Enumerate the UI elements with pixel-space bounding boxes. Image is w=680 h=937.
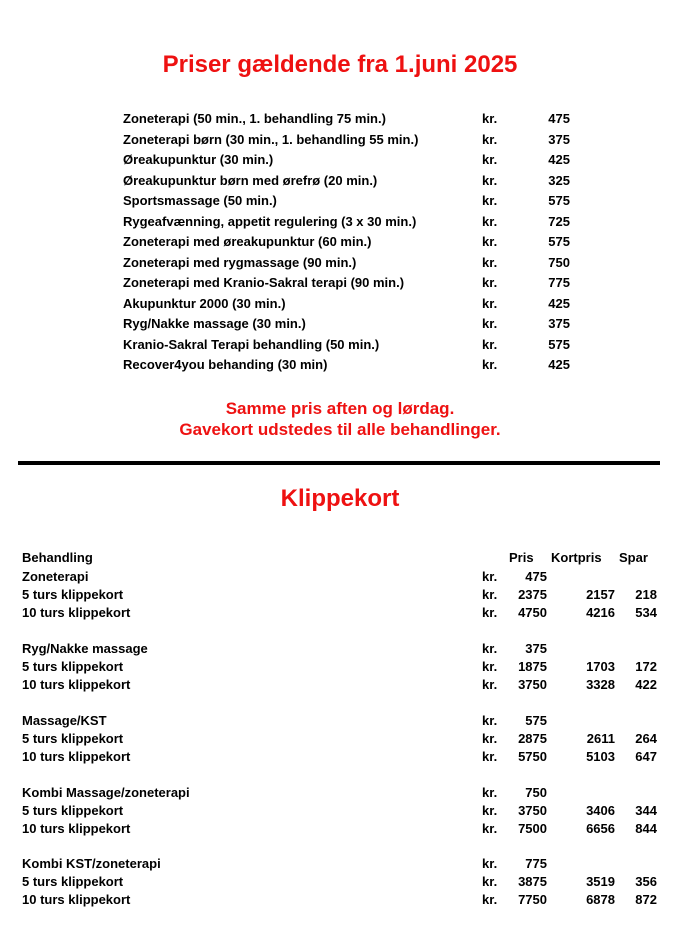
currency-label: kr. bbox=[482, 275, 498, 290]
table-row bbox=[22, 749, 662, 767]
price-label: Zoneterapi med øreakupunktur (60 min.) bbox=[123, 234, 372, 249]
currency-label: kr. bbox=[482, 316, 498, 331]
currency-label: kr. bbox=[482, 892, 498, 907]
row-pris: 3750 bbox=[518, 677, 547, 692]
row-label: 10 turs klippekort bbox=[22, 749, 131, 764]
table-row bbox=[22, 821, 662, 839]
row-label: 10 turs klippekort bbox=[22, 821, 131, 836]
currency-label: kr. bbox=[482, 336, 498, 352]
currency-label: kr. bbox=[482, 803, 498, 818]
currency-label: kr. bbox=[482, 295, 498, 311]
klippekort-header bbox=[22, 550, 662, 568]
row-spar: 872 bbox=[635, 892, 657, 907]
group-name: Kombi Massage/zoneterapi bbox=[22, 785, 190, 800]
price-label: Akupunktur 2000 (30 min.) bbox=[123, 295, 286, 311]
klippekort-group bbox=[22, 713, 662, 731]
price-value: 425 bbox=[548, 295, 570, 311]
price-value: 775 bbox=[548, 275, 570, 290]
row-kortpris: 6656 bbox=[586, 821, 615, 836]
currency-label: kr. bbox=[482, 254, 498, 270]
section-divider bbox=[18, 461, 660, 465]
row-spar: 534 bbox=[635, 605, 657, 620]
currency-label: kr. bbox=[482, 569, 498, 584]
header-spar: Spar bbox=[619, 550, 648, 565]
row-pris: 7750 bbox=[518, 892, 547, 907]
currency-label: kr. bbox=[482, 172, 498, 188]
row-spar: 844 bbox=[635, 821, 657, 836]
price-label: Zoneterapi børn (30 min., 1. behandling 55 min.) bbox=[123, 131, 419, 147]
currency-label: kr. bbox=[482, 111, 498, 126]
currency-label: kr. bbox=[482, 193, 498, 208]
note-line: Gavekort udstedes til alle behandlinger. bbox=[179, 420, 501, 439]
row-kortpris: 2611 bbox=[586, 731, 615, 746]
price-label: Kranio-Sakral Terapi behandling (50 min.) bbox=[123, 336, 380, 352]
table-row bbox=[22, 659, 662, 677]
row-label: 5 turs klippekort bbox=[22, 587, 124, 602]
price-value: 325 bbox=[548, 172, 570, 188]
row-pris: 5750 bbox=[518, 749, 547, 764]
row-spar: 344 bbox=[635, 803, 657, 818]
currency-label: kr. bbox=[482, 785, 498, 800]
currency-label: kr. bbox=[482, 821, 498, 836]
group-name: Kombi KST/zoneterapi bbox=[22, 856, 161, 871]
row-label: 10 turs klippekort bbox=[22, 605, 131, 620]
klippekort-group bbox=[22, 856, 662, 874]
row-pris: 2375 bbox=[518, 587, 547, 602]
group-price: 575 bbox=[525, 713, 547, 728]
price-value: 375 bbox=[548, 131, 570, 147]
row-pris: 4750 bbox=[518, 605, 547, 620]
table-row bbox=[22, 892, 662, 910]
price-value: 425 bbox=[548, 152, 570, 167]
row-spar: 172 bbox=[635, 659, 657, 674]
row-label: 10 turs klippekort bbox=[22, 677, 131, 692]
currency-label: kr. bbox=[482, 731, 498, 746]
currency-label: kr. bbox=[482, 587, 498, 602]
price-value: 475 bbox=[548, 111, 570, 126]
price-value: 725 bbox=[548, 213, 570, 229]
currency-label: kr. bbox=[482, 659, 498, 674]
currency-label: kr. bbox=[482, 856, 498, 871]
currency-label: kr. bbox=[482, 677, 498, 692]
row-pris: 7500 bbox=[518, 821, 547, 836]
notes bbox=[0, 398, 680, 440]
row-label: 5 turs klippekort bbox=[22, 874, 124, 889]
row-label: 10 turs klippekort bbox=[22, 892, 131, 907]
group-name: Ryg/Nakke massage bbox=[22, 641, 148, 656]
table-row bbox=[22, 605, 662, 623]
table-row bbox=[22, 677, 662, 695]
group-price: 750 bbox=[525, 785, 547, 800]
currency-label: kr. bbox=[482, 357, 498, 372]
klippekort-group bbox=[22, 641, 662, 659]
row-kortpris: 2157 bbox=[586, 587, 615, 602]
currency-label: kr. bbox=[482, 713, 498, 728]
currency-label: kr. bbox=[482, 152, 498, 167]
klippekort-title: Klippekort bbox=[280, 485, 400, 512]
currency-label: kr. bbox=[482, 749, 498, 764]
table-row bbox=[22, 803, 662, 821]
klippekort-group bbox=[22, 785, 662, 803]
row-spar: 356 bbox=[635, 874, 657, 889]
row-spar: 647 bbox=[635, 749, 657, 764]
group-price: 375 bbox=[525, 641, 547, 656]
row-kortpris: 6878 bbox=[586, 892, 615, 907]
group-name: Zoneterapi bbox=[22, 569, 89, 584]
row-kortpris: 4216 bbox=[586, 605, 615, 620]
price-label: Zoneterapi med Kranio-Sakral terapi (90 min.) bbox=[123, 275, 405, 290]
row-label: 5 turs klippekort bbox=[22, 659, 124, 674]
row-kortpris: 1703 bbox=[586, 659, 615, 674]
row-pris: 2875 bbox=[518, 731, 547, 746]
price-label: Zoneterapi (50 min., 1. behandling 75 min.) bbox=[123, 111, 386, 126]
row-kortpris: 3328 bbox=[586, 677, 615, 692]
price-label: Øreakupunktur børn med ørefrø (20 min.) bbox=[123, 172, 378, 188]
group-price: 775 bbox=[525, 856, 547, 871]
price-value: 750 bbox=[548, 254, 570, 270]
klippekort-group bbox=[22, 569, 662, 587]
row-spar: 422 bbox=[635, 677, 657, 692]
row-kortpris: 3519 bbox=[586, 874, 615, 889]
row-pris: 3750 bbox=[518, 803, 547, 818]
table-row bbox=[22, 874, 662, 892]
row-pris: 3875 bbox=[518, 874, 547, 889]
row-label: 5 turs klippekort bbox=[22, 803, 124, 818]
row-pris: 1875 bbox=[518, 659, 547, 674]
price-value: 425 bbox=[548, 357, 570, 372]
price-value: 575 bbox=[548, 193, 570, 208]
currency-label: kr. bbox=[482, 131, 498, 147]
price-value: 575 bbox=[548, 234, 570, 249]
currency-label: kr. bbox=[482, 234, 498, 249]
header-behandling: Behandling bbox=[22, 550, 93, 565]
header-pris: Pris bbox=[509, 550, 534, 565]
table-row bbox=[22, 587, 662, 605]
row-label: 5 turs klippekort bbox=[22, 731, 124, 746]
page-title: Priser gældende fra 1.juni 2025 bbox=[162, 51, 518, 78]
price-label: Ryg/Nakke massage (30 min.) bbox=[123, 316, 306, 331]
price-label: Sportsmassage (50 min.) bbox=[123, 193, 277, 208]
price-label: Rygeafvænning, appetit regulering (3 x 30 min.) bbox=[123, 213, 417, 229]
price-label: Recover4you behanding (30 min) bbox=[123, 357, 328, 372]
header-kortpris: Kortpris bbox=[551, 550, 602, 565]
price-label: Zoneterapi med rygmassage (90 min.) bbox=[123, 254, 357, 270]
price-value: 575 bbox=[548, 336, 570, 352]
row-spar: 218 bbox=[635, 587, 657, 602]
price-value: 375 bbox=[548, 316, 570, 331]
currency-label: kr. bbox=[482, 874, 498, 889]
currency-label: kr. bbox=[482, 605, 498, 620]
currency-label: kr. bbox=[482, 213, 498, 229]
note-line: Samme pris aften og lørdag. bbox=[225, 399, 455, 418]
row-kortpris: 3406 bbox=[586, 803, 615, 818]
price-label: Øreakupunktur (30 min.) bbox=[123, 152, 274, 167]
currency-label: kr. bbox=[482, 641, 498, 656]
group-price: 475 bbox=[525, 569, 547, 584]
table-row bbox=[22, 731, 662, 749]
row-kortpris: 5103 bbox=[586, 749, 615, 764]
row-spar: 264 bbox=[635, 731, 657, 746]
group-name: Massage/KST bbox=[22, 713, 107, 728]
